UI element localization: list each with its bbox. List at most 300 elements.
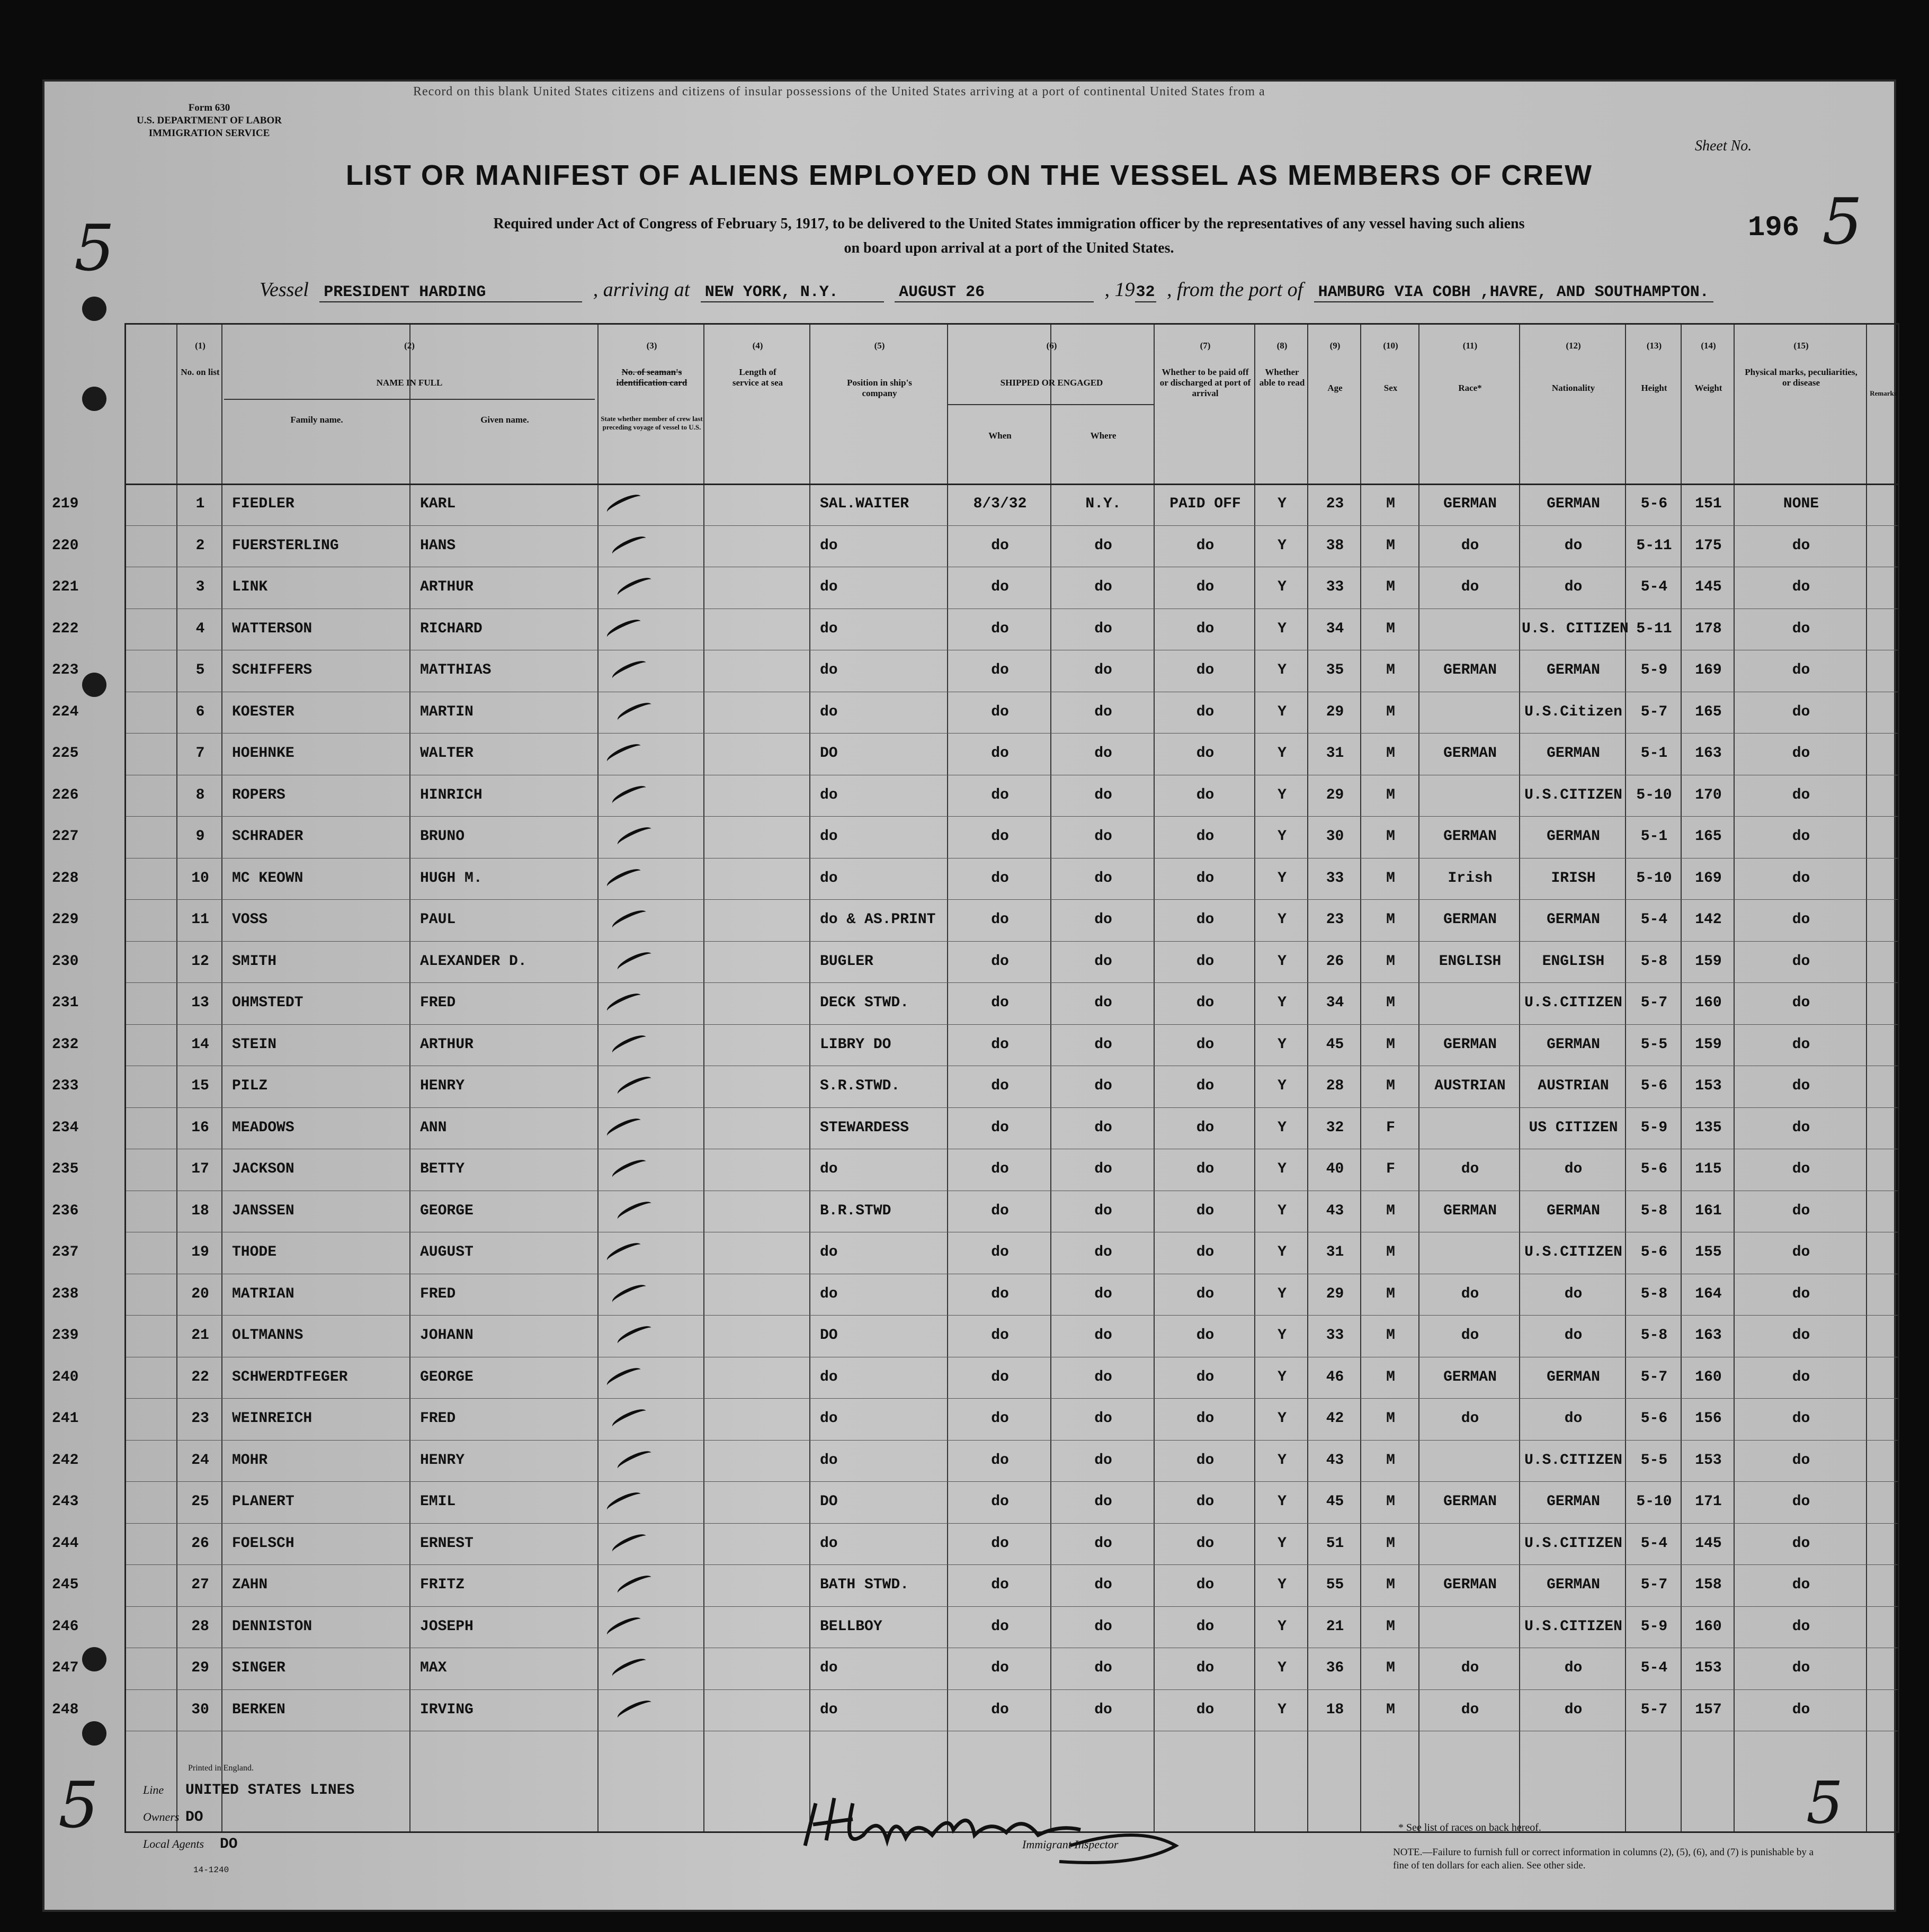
cell-family: THODE: [232, 1244, 277, 1260]
sheet-no-label: Sheet No.: [1695, 138, 1752, 154]
col-7-num: (7): [1200, 341, 1211, 351]
cell-weight: 115: [1695, 1161, 1722, 1177]
col-14-num: (14): [1701, 341, 1716, 351]
top-strip-text: Record on this blank United States citizens and citizens of insular possessions of the United States arriving at a port of continental United States from a: [413, 85, 1265, 99]
cell-no: 27: [191, 1577, 209, 1593]
cell-when: do: [991, 870, 1009, 887]
cell-family: OHMSTEDT: [232, 995, 303, 1011]
cell-when: do: [991, 1577, 1009, 1593]
cell-where: do: [1094, 703, 1112, 720]
cell-sex: M: [1386, 1577, 1395, 1593]
cell-position: do: [820, 828, 838, 845]
cell-age: 45: [1326, 1036, 1344, 1053]
cell-read: Y: [1278, 828, 1287, 845]
cell-when: do: [991, 1078, 1009, 1094]
cell-race: do: [1461, 1161, 1479, 1177]
cell-age: 23: [1326, 911, 1344, 928]
manifest-sheet: [42, 79, 1896, 1912]
cell-given: HENRY: [420, 1452, 465, 1469]
cell-height: 5-9: [1640, 662, 1668, 678]
cell-marks: do: [1792, 1202, 1810, 1219]
owners-label: Owners: [143, 1810, 180, 1823]
cell-height: 5-10: [1636, 786, 1672, 803]
cell-paid: do: [1196, 870, 1214, 887]
cell-no: 8: [195, 786, 205, 803]
cell-paid: do: [1196, 1577, 1214, 1593]
cell-nationality: IRISH: [1551, 870, 1596, 887]
agents-value: DO: [220, 1836, 238, 1853]
cell-family: SCHWERDTFEGER: [232, 1368, 348, 1385]
table-row: [52, 692, 1898, 733]
cell-read: Y: [1278, 537, 1287, 554]
cell-family: LINK: [232, 579, 268, 595]
cell-position: do: [820, 537, 838, 554]
cell-race: GERMAN: [1443, 1368, 1497, 1385]
cell-when: do: [991, 1618, 1009, 1635]
col-position: Position in ship's company: [847, 378, 912, 398]
cell-ref: 224: [52, 703, 79, 720]
cell-no: 9: [195, 828, 205, 845]
checkmark-icon: [605, 740, 644, 767]
cell-height: 5-6: [1640, 1244, 1668, 1260]
crew-manifest-table: [52, 323, 1899, 1833]
cell-where: do: [1094, 995, 1112, 1011]
cell-race: do: [1461, 1701, 1479, 1718]
cell-age: 29: [1326, 703, 1344, 720]
cell-age: 40: [1326, 1161, 1344, 1177]
checkmark-icon: [610, 782, 649, 809]
immigrant-inspector-label: Immigrant Inspector: [1022, 1838, 1119, 1851]
table-row: [52, 816, 1898, 857]
table-row: [52, 1689, 1898, 1731]
cell-nationality: GERMAN: [1547, 662, 1600, 678]
cell-when: do: [991, 1493, 1009, 1510]
col-13-num: (13): [1646, 341, 1662, 351]
cell-read: Y: [1278, 1577, 1287, 1593]
cell-race: GERMAN: [1443, 1577, 1497, 1593]
cell-age: 33: [1326, 870, 1344, 887]
cell-position: do: [820, 703, 838, 720]
cell-where: do: [1094, 620, 1112, 637]
col-no-on-list: No. on list: [181, 367, 220, 377]
cell-ref: 238: [52, 1285, 79, 1302]
cell-weight: 171: [1695, 1493, 1722, 1510]
cell-sex: M: [1386, 579, 1395, 595]
vessel-name: PRESIDENT HARDING: [319, 283, 582, 302]
col-length-service: Length of service at sea: [732, 367, 783, 388]
cell-age: 29: [1326, 1285, 1344, 1302]
cell-when: do: [991, 1161, 1009, 1177]
cell-given: ARTHUR: [420, 579, 474, 595]
col-age: Age: [1327, 383, 1343, 393]
cell-nationality: do: [1564, 537, 1583, 554]
cell-where: do: [1094, 1161, 1112, 1177]
cell-position: DO: [820, 1327, 838, 1344]
table-row: [52, 1024, 1898, 1066]
cell-where: do: [1094, 786, 1112, 803]
cell-family: FIEDLER: [232, 496, 294, 512]
cell-given: ARTHUR: [420, 1036, 474, 1053]
checkmark-icon: [615, 1572, 654, 1598]
cell-marks: do: [1792, 703, 1810, 720]
cell-paid: do: [1196, 1078, 1214, 1094]
cell-when: 8/3/32: [973, 496, 1027, 512]
cell-where: N.Y.: [1085, 496, 1121, 512]
cell-nationality: GERMAN: [1547, 1493, 1600, 1510]
cell-where: do: [1094, 870, 1112, 887]
cell-when: do: [991, 662, 1009, 678]
cell-given: KARL: [420, 496, 456, 512]
cell-no: 6: [195, 703, 205, 720]
cell-height: 5-4: [1640, 911, 1668, 928]
cell-height: 5-1: [1640, 745, 1668, 762]
cell-read: Y: [1278, 995, 1287, 1011]
col-last-voyage: State whether member of crew last preceding voyage of vessel to U.S.: [601, 415, 703, 431]
table-row: [52, 1606, 1898, 1648]
cell-race: ENGLISH: [1439, 953, 1502, 970]
cell-marks: do: [1792, 786, 1810, 803]
cell-position: do & AS.PRINT: [820, 911, 936, 928]
table-row: [52, 941, 1898, 982]
cell-family: SMITH: [232, 953, 277, 970]
checkmark-icon: [615, 1198, 654, 1224]
table-row: [52, 1232, 1898, 1273]
checkmark-icon: [605, 1364, 644, 1391]
cell-nationality: U.S.CITIZEN: [1524, 995, 1622, 1011]
cell-no: 21: [191, 1327, 209, 1344]
cell-weight: 145: [1695, 579, 1722, 595]
cell-paid: do: [1196, 1327, 1214, 1344]
cell-no: 5: [195, 662, 205, 678]
table-row: [52, 1481, 1898, 1523]
cell-family: SINGER: [232, 1660, 285, 1676]
cell-read: Y: [1278, 870, 1287, 887]
cell-no: 29: [191, 1660, 209, 1676]
cell-marks: do: [1792, 1410, 1810, 1427]
cell-race: GERMAN: [1443, 828, 1497, 845]
cell-age: 31: [1326, 1244, 1344, 1260]
cell-when: do: [991, 1327, 1009, 1344]
cell-family: JACKSON: [232, 1161, 294, 1177]
cell-sex: M: [1386, 1285, 1395, 1302]
checkmark-icon: [610, 533, 649, 559]
handwritten-mark-top-left: 5: [74, 212, 115, 285]
form-number: Form 630: [188, 102, 230, 113]
cell-given: FRED: [420, 1410, 456, 1427]
cell-no: 15: [191, 1078, 209, 1094]
cell-position: do: [820, 1660, 838, 1676]
subtitle-line-2: on board upon arrival at a port of the United States.: [844, 240, 1174, 256]
cell-ref: 234: [52, 1119, 79, 1136]
cell-marks: do: [1792, 1660, 1810, 1676]
col-given-name: Given name.: [480, 415, 529, 425]
cell-no: 28: [191, 1618, 209, 1635]
table-row: [52, 775, 1898, 816]
cell-read: Y: [1278, 1535, 1287, 1552]
checkmark-icon: [610, 1032, 649, 1058]
cell-marks: do: [1792, 1493, 1810, 1510]
cell-sex: M: [1386, 745, 1395, 762]
cell-read: Y: [1278, 620, 1287, 637]
cell-race: Irish: [1448, 870, 1493, 887]
cell-sex: M: [1386, 620, 1395, 637]
cell-where: do: [1094, 745, 1112, 762]
cell-paid: do: [1196, 537, 1214, 554]
cell-weight: 178: [1695, 620, 1722, 637]
cell-paid: do: [1196, 1285, 1214, 1302]
cell-when: do: [991, 1701, 1009, 1718]
cell-marks: do: [1792, 1036, 1810, 1053]
cell-given: BETTY: [420, 1161, 465, 1177]
cell-marks: do: [1792, 1285, 1810, 1302]
cell-position: BATH STWD.: [820, 1577, 909, 1593]
cell-height: 5-4: [1640, 1535, 1668, 1552]
cell-ref: 228: [52, 870, 79, 887]
cell-ref: 232: [52, 1036, 79, 1053]
table-row: [52, 1440, 1898, 1481]
col-family-name: Family name.: [290, 415, 343, 425]
cell-marks: do: [1792, 1078, 1810, 1094]
cell-weight: 142: [1695, 911, 1722, 928]
cell-given: ANN: [420, 1119, 447, 1136]
checkmark-icon: [615, 949, 654, 975]
cell-marks: do: [1792, 995, 1810, 1011]
cell-marks: do: [1792, 579, 1810, 595]
cell-age: 38: [1326, 537, 1344, 554]
cell-nationality: do: [1564, 1701, 1583, 1718]
cell-ref: 247: [52, 1660, 79, 1676]
inspector-signature: [794, 1782, 1208, 1875]
cell-paid: do: [1196, 620, 1214, 637]
cell-sex: M: [1386, 1618, 1395, 1635]
cell-when: do: [991, 1452, 1009, 1469]
cell-marks: do: [1792, 1618, 1810, 1635]
cell-read: Y: [1278, 1285, 1287, 1302]
cell-family: KOESTER: [232, 703, 294, 720]
table-row: [52, 899, 1898, 941]
cell-paid: do: [1196, 1119, 1214, 1136]
cell-nationality: GERMAN: [1547, 1368, 1600, 1385]
table-row: [52, 1564, 1898, 1606]
cell-where: do: [1094, 1285, 1112, 1302]
cell-age: 21: [1326, 1618, 1344, 1635]
race-footnote: * See list of races on back hereof.: [1398, 1822, 1541, 1833]
cell-paid: do: [1196, 1493, 1214, 1510]
cell-position: do: [820, 1535, 838, 1552]
cell-race: do: [1461, 579, 1479, 595]
cell-height: 5-7: [1640, 703, 1668, 720]
cell-when: do: [991, 1244, 1009, 1260]
cell-read: Y: [1278, 786, 1287, 803]
cell-sex: M: [1386, 870, 1395, 887]
cell-paid: do: [1196, 828, 1214, 845]
cell-weight: 165: [1695, 703, 1722, 720]
checkmark-icon: [605, 1489, 644, 1515]
cell-weight: 153: [1695, 1452, 1722, 1469]
cell-position: do: [820, 1410, 838, 1427]
cell-nationality: do: [1564, 1161, 1583, 1177]
cell-race: GERMAN: [1443, 496, 1497, 512]
cell-sex: M: [1386, 1202, 1395, 1219]
cell-age: 43: [1326, 1452, 1344, 1469]
cell-sex: M: [1386, 1535, 1395, 1552]
col-remarks: Remarks: [1870, 389, 1897, 397]
cell-family: DENNISTON: [232, 1618, 312, 1635]
cell-no: 24: [191, 1452, 209, 1469]
checkmark-icon: [615, 1322, 654, 1349]
cell-age: 36: [1326, 1660, 1344, 1676]
cell-height: 5-1: [1640, 828, 1668, 845]
cell-marks: do: [1792, 828, 1810, 845]
cell-sex: M: [1386, 953, 1395, 970]
cell-race: GERMAN: [1443, 662, 1497, 678]
cell-race: GERMAN: [1443, 1493, 1497, 1510]
cell-weight: 163: [1695, 745, 1722, 762]
checkmark-icon: [615, 699, 654, 726]
cell-no: 7: [195, 745, 205, 762]
cell-family: JANSSEN: [232, 1202, 294, 1219]
cell-height: 5-8: [1640, 1202, 1668, 1219]
cell-given: GEORGE: [420, 1202, 474, 1219]
cell-ref: 237: [52, 1244, 79, 1260]
cell-family: ZAHN: [232, 1577, 268, 1593]
cell-race: GERMAN: [1443, 911, 1497, 928]
cell-nationality: do: [1564, 1285, 1583, 1302]
cell-age: 51: [1326, 1535, 1344, 1552]
cell-nationality: GERMAN: [1547, 828, 1600, 845]
cell-where: do: [1094, 1701, 1112, 1718]
col-10-num: (10): [1383, 341, 1398, 351]
year-suffix: 32: [1136, 283, 1155, 301]
checkmark-icon: [615, 574, 654, 601]
table-row: [52, 1523, 1898, 1564]
cell-where: do: [1094, 1078, 1112, 1094]
cell-read: Y: [1278, 1452, 1287, 1469]
cell-age: 18: [1326, 1701, 1344, 1718]
table-row: [52, 1107, 1898, 1149]
cell-weight: 156: [1695, 1410, 1722, 1427]
cell-nationality: GERMAN: [1547, 1202, 1600, 1219]
cell-where: do: [1094, 1368, 1112, 1385]
cell-read: Y: [1278, 579, 1287, 595]
cell-marks: do: [1792, 1368, 1810, 1385]
cell-sex: M: [1386, 995, 1395, 1011]
checkmark-icon: [605, 616, 644, 642]
cell-age: 30: [1326, 828, 1344, 845]
cell-ref: 221: [52, 579, 79, 595]
cell-read: Y: [1278, 1202, 1287, 1219]
table-row: [52, 484, 1898, 525]
cell-nationality: U.S.CITIZEN: [1524, 1535, 1622, 1552]
cell-sex: M: [1386, 828, 1395, 845]
cell-marks: do: [1792, 662, 1810, 678]
service: IMMIGRATION SERVICE: [148, 128, 270, 139]
cell-read: Y: [1278, 1119, 1287, 1136]
cell-sex: M: [1386, 786, 1395, 803]
cell-given: MAX: [420, 1660, 447, 1676]
cell-position: do: [820, 1285, 838, 1302]
cell-when: do: [991, 1660, 1009, 1676]
cell-age: 35: [1326, 662, 1344, 678]
cell-race: GERMAN: [1443, 1036, 1497, 1053]
cell-position: do: [820, 1701, 838, 1718]
cell-weight: 160: [1695, 1618, 1722, 1635]
cell-family: SCHRADER: [232, 828, 303, 845]
cell-when: do: [991, 1202, 1009, 1219]
col-15-num: (15): [1793, 341, 1809, 351]
cell-marks: do: [1792, 620, 1810, 637]
table-row: [52, 1149, 1898, 1190]
cell-weight: 155: [1695, 1244, 1722, 1260]
cell-no: 10: [191, 870, 209, 887]
table-row: [52, 1274, 1898, 1315]
cell-no: 18: [191, 1202, 209, 1219]
cell-given: GEORGE: [420, 1368, 474, 1385]
col-race: Race*: [1458, 383, 1482, 393]
col-weight: Weight: [1694, 383, 1722, 393]
cell-weight: 158: [1695, 1577, 1722, 1593]
checkmark-icon: [610, 1281, 649, 1308]
cell-where: do: [1094, 911, 1112, 928]
cell-read: Y: [1278, 1161, 1287, 1177]
cell-where: do: [1094, 1119, 1112, 1136]
cell-where: do: [1094, 1618, 1112, 1635]
cell-paid: do: [1196, 1161, 1214, 1177]
cell-height: 5-7: [1640, 1701, 1668, 1718]
cell-given: EMIL: [420, 1493, 456, 1510]
cell-marks: do: [1792, 953, 1810, 970]
checkmark-icon: [605, 865, 644, 892]
cell-weight: 153: [1695, 1660, 1722, 1676]
cell-weight: 170: [1695, 786, 1722, 803]
cell-height: 5-6: [1640, 1078, 1668, 1094]
table-row: [52, 858, 1898, 899]
cell-paid: do: [1196, 1036, 1214, 1053]
cell-paid: do: [1196, 1660, 1214, 1676]
col-11-num: (11): [1462, 341, 1478, 351]
cell-given: IRVING: [420, 1701, 474, 1718]
cell-given: JOHANN: [420, 1327, 474, 1344]
cell-sex: M: [1386, 1701, 1395, 1718]
cell-position: B.R.STWD: [820, 1202, 891, 1219]
cell-marks: do: [1792, 1701, 1810, 1718]
cell-paid: do: [1196, 579, 1214, 595]
cell-family: MEADOWS: [232, 1119, 294, 1136]
cell-when: do: [991, 1036, 1009, 1053]
cell-family: ROPERS: [232, 786, 285, 803]
cell-sex: M: [1386, 1078, 1395, 1094]
cell-marks: do: [1792, 1535, 1810, 1552]
cell-no: 19: [191, 1244, 209, 1260]
binder-hole: [82, 297, 106, 321]
table-row: [52, 1315, 1898, 1356]
cell-position: BUGLER: [820, 953, 873, 970]
checkmark-icon: [610, 1156, 649, 1183]
cell-no: 25: [191, 1493, 209, 1510]
cell-position: S.R.STWD.: [820, 1078, 900, 1094]
cell-weight: 163: [1695, 1327, 1722, 1344]
cell-family: SCHIFFERS: [232, 662, 312, 678]
col-9-num: (9): [1329, 341, 1341, 351]
checkmark-icon: [605, 1614, 644, 1640]
col-3-num: (3): [646, 341, 657, 351]
cell-sex: M: [1386, 1244, 1395, 1260]
cell-sex: M: [1386, 1660, 1395, 1676]
form-code: 14-1240: [193, 1865, 229, 1875]
table-row: [52, 567, 1898, 608]
cell-height: 5-11: [1636, 620, 1672, 637]
cell-when: do: [991, 1285, 1009, 1302]
